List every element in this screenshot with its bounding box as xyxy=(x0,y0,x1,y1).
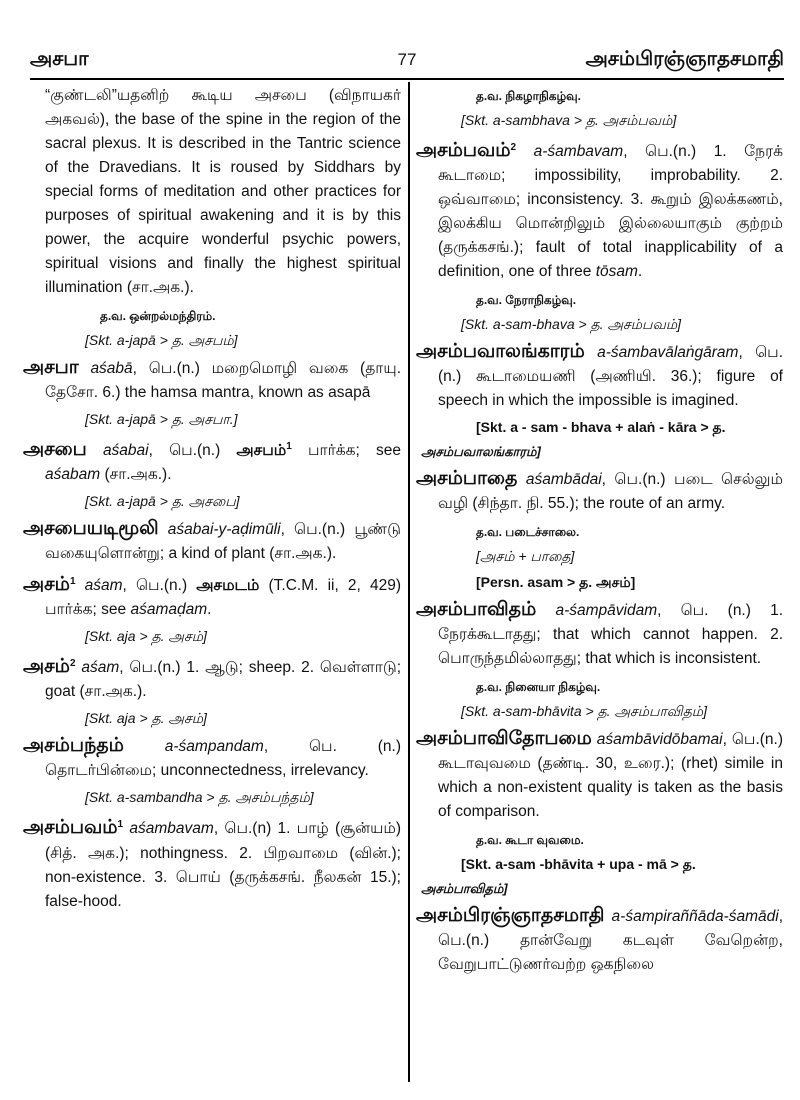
headword: அசம்பவாலங்காரம் xyxy=(416,341,585,363)
column-divider xyxy=(408,82,410,1082)
entry-body: . xyxy=(637,263,643,281)
etymology: [Skt. a-sambandha > த. அசம்பந்தம்] xyxy=(85,789,314,806)
transliteration: aśambāvidōbamai xyxy=(596,731,723,749)
entry-body: , பெ.(n.) மறைமொழி வகை (தாயு. தேசோ. 6.) the hamsa mantra, known as asapā xyxy=(45,360,401,401)
entry-body: , பெ. (n.) 1. நேரக்கூடாதது; that which cannot happen. 2. பொருந்தமில்லாதது; that which is inconsistent. xyxy=(438,602,783,668)
transliteration: a-śampandam xyxy=(164,738,264,756)
transliteration: a-śambavam xyxy=(533,143,624,161)
entry-body: (T.C.M. ii, 2, 429) பார்க்க; see xyxy=(45,577,401,619)
entry-asapa xyxy=(23,356,401,405)
transliteration: aśabai xyxy=(102,442,149,460)
entry-body: , பெ.(n.) 1. நேரக் கூடாமை; impossibility, improbability. 2. ஒவ்வாமை; inconsistency. 3. கூறும் இலக்கணம், இலக்கிய மொன்றிலும் இல்லையாகும் குற்றம் (தருக்கசங்.); fault of total inapplicability of a definition, one of three xyxy=(438,143,783,281)
transliteration: aśam xyxy=(84,577,123,595)
entry-asambavalangaram xyxy=(416,340,783,413)
entry-body: , பெ.(n.) தான்வேறு கடவுள் வேறென்ற, வேறுபாட்டுணர்வற்ற ஒகநிலை xyxy=(438,908,783,974)
entry-asam-1 xyxy=(23,570,401,622)
entry-body: , பெ.(n.) பூண்டு வகையுளொன்று; a kind of plant (சா.அக.). xyxy=(45,521,401,563)
entry-body: (சா.அக.). xyxy=(100,466,172,484)
entry-body: , பெ.(n.) கூடாவுவமை (தண்டி. 30, உரை.); (rhet) simile in which a non-existent quality is taken as the basis of comparison. xyxy=(438,731,783,821)
entry-body: . xyxy=(207,601,212,619)
headword: அசம்பவம் xyxy=(416,140,511,162)
etymology: [Skt. a-sambhava > த. அசம்பவம்] xyxy=(461,112,677,128)
entry-body: , பெ. (n.) தொடர்பின்மை; unconnectedness, irrelevancy. xyxy=(45,738,401,780)
header-left-word: அசபா xyxy=(30,48,89,70)
etymology-line: [Skt. a-sam -bhāvita + upa - mā > த. xyxy=(461,856,696,873)
superscript: 2 xyxy=(69,658,76,670)
headword: அசம்பாவிதம் xyxy=(416,599,537,621)
transliteration: a-śambavālaṅgāram xyxy=(597,344,739,362)
header-rule xyxy=(30,78,784,80)
entry-body: , பெ.(n.) படை செல்லும் வழி (சிந்தா. நி. 55.); the route of an army. xyxy=(438,471,783,513)
headword: அசபையடிமூலி xyxy=(23,518,159,540)
entry-asambandam xyxy=(23,734,401,783)
tamil-word-note: த.வ. ஒன்றல்மந்திரம். xyxy=(100,309,216,323)
etymology: [அசம் + பாதை] xyxy=(476,548,575,565)
etymology: [Skt. aja > த. அசம்] xyxy=(85,710,207,727)
entry-asampiranjnadasamadi xyxy=(416,904,783,977)
transliteration: a-śampāvidam xyxy=(555,602,658,620)
superscript: 2 xyxy=(510,142,517,153)
entry-asapaiyadimuli xyxy=(23,517,401,566)
entry-asambadai xyxy=(416,467,783,516)
headword: அசம்பிரஞ்ஞாதசமாதி xyxy=(416,905,605,927)
headword: அசபை xyxy=(23,439,87,461)
page-number: 77 xyxy=(397,50,417,69)
transliteration: aśabam xyxy=(45,466,101,484)
etymology: [Skt. a-japā > த. அசபா.] xyxy=(85,411,238,427)
tamil-word-note: த.வ. கூடா வுவமை. xyxy=(476,833,584,848)
header-right-word: அசம்பிரஞ்ஞாதசமாதி xyxy=(585,48,784,70)
entry-body: , பெ.(n) 1. பாழ் (சூன்யம்) (சித். அக.); nothingness. 2. பிறவாமை (வின்.); non-existence. 3. பொய் (தருக்கசங். நீலகன் 15.); false-hood. xyxy=(45,820,401,910)
entry-body: பார்க்க; see xyxy=(291,442,401,460)
transliteration: tōsam xyxy=(595,263,638,281)
entry-body: , பெ.(n.) 1. ஆடு; sheep. 2. வெள்ளாடு; goat (சா.அக.). xyxy=(45,659,401,701)
headword: அசம்பந்தம் xyxy=(23,735,124,757)
headword: அசம் xyxy=(23,656,70,678)
etymology-line: அசம்பவாலங்காரம்] xyxy=(421,444,541,460)
transliteration: a-śampiraññāda-śamādi xyxy=(611,908,779,926)
etymology: [Skt. aja > த. அசம்] xyxy=(85,628,207,645)
right-column xyxy=(416,84,783,977)
entry-asapai xyxy=(23,435,401,487)
superscript: 1 xyxy=(117,819,124,831)
page-header xyxy=(30,44,784,74)
entry-asambavam-1 xyxy=(23,813,401,913)
transliteration: aśambavam xyxy=(129,820,214,838)
continuation-text: “குண்டலி”யதனிற் கூடிய அசபை (விநாயகர் அகவல்), the base of the spine in the region of the sacral plexus. It is described in the Tantric science of the Dravedians. It is roused by Siddhars by special forms of meditation and other practices for purposes of spiritual awakening and it is by this power, the acquire wonderful psychic powers, spiritual visions and finally the highest spiritual illumination (சா.அக.). xyxy=(45,87,401,296)
tamil-word-note: த.வ. படைச்சாலை. xyxy=(476,525,580,540)
superscript: 1 xyxy=(286,441,292,452)
etymology: [Skt. a-japā > த. அசபம்] xyxy=(85,332,238,348)
tamil-word-note: த.வ. நிகழாநிகழ்வு. xyxy=(476,89,581,103)
transliteration: aśam xyxy=(81,659,120,677)
headword: அசபா xyxy=(23,357,79,378)
headword: அசம் xyxy=(23,574,70,596)
etymology: [Skt. a-japā > த. அசபை] xyxy=(85,493,240,510)
headword: அசம்பவம் xyxy=(23,817,118,839)
tamil-word-note: த.வ. நேராநிகழ்வு. xyxy=(476,293,577,308)
etymology-line: அசம்பாவிதம்] xyxy=(421,881,508,897)
headword: அசம்பாதை xyxy=(416,468,518,490)
entry-asambavam-2 xyxy=(416,136,783,284)
entry-asambavidam xyxy=(416,598,783,671)
transliteration: aśabai-y-aḍimūli xyxy=(167,521,281,539)
transliteration: aśabā xyxy=(90,360,133,377)
left-column xyxy=(23,84,401,914)
tamil-word-note: த.வ. நினையா நிகழ்வு. xyxy=(476,680,601,695)
superscript: 1 xyxy=(69,576,76,588)
etymology: [Persn. asam > த. அசம்] xyxy=(476,574,636,591)
transliteration: aśambādai xyxy=(525,471,602,489)
entry-asam-2 xyxy=(23,652,401,704)
cross-reference: அசபம் xyxy=(236,442,287,460)
etymology xyxy=(421,415,783,463)
entry-asambavidobamai xyxy=(416,727,783,824)
etymology: [Skt. a-sam-bhāvita > த. அசம்பாவிதம்] xyxy=(461,703,707,720)
etymology: [Skt. a-sam-bhava > த. அசம்பவம்] xyxy=(461,316,682,333)
etymology-line: [Skt. a - sam - bhava + alaṅ - kāra > த. xyxy=(476,419,726,436)
etymology xyxy=(421,852,783,900)
cross-reference: அசமடம் xyxy=(196,577,260,595)
entry-body: , பெ.(n.) கூடாமையணி (அணியி. 36.); figure of speech in which the impossible is imagined. xyxy=(438,344,783,410)
entry-body: , பெ.(n.) xyxy=(122,577,197,595)
entry-body: , பெ.(n.) xyxy=(148,442,237,460)
headword: அசம்பாவிதோபமை xyxy=(416,728,592,750)
transliteration: aśamaḍam xyxy=(130,601,208,619)
